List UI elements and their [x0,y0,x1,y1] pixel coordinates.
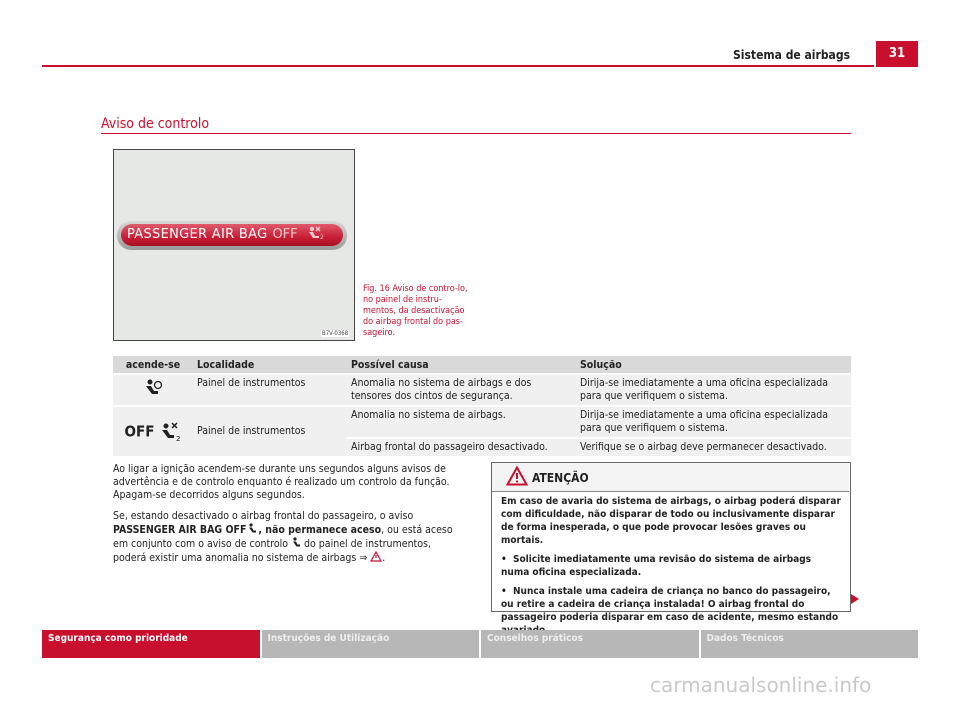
nav-tab-instrucoes[interactable]: Instruções de Utilização [262,630,480,658]
table-cell: Anomalia no sistema de airbags. [347,406,576,438]
table-cell: Dirija-se imediatamente a uma oficina especializada para que verifiquem o sistema. [576,374,851,406]
text: do painel de instrumentos, poderá existir uma anomalia no sistema de airbags ⇒ [113,538,431,564]
warning-title: ATENÇÃO [532,471,589,485]
svg-text:2: 2 [319,234,324,240]
header-rule [42,65,874,67]
text: , ou está aceso em conjunto com o aviso de controlo [113,524,453,550]
bullet-text: Nunca instale uma cadeira de criança no banco do passageiro, ou retire a cadeira de criança instalada! O airbag frontal do passageiro poderia disparar em caso de acidente, mesmo estando [501,586,839,623]
column-header: Localidade [193,356,347,374]
paragraph: Em caso de avaria do sistema de airbags, o airbag poderá disparar com dificuldade, não disparar de todo ou inclusivamente disparar de forma inesperada, o que pode provocar lesões graves ou mortais. [501,496,841,546]
figure-code: B7V-0368 [322,330,349,337]
page-number: 31 [876,41,918,67]
airbag-icon [291,537,301,548]
banner-text: PASSENGER AIR BAG [127,227,268,242]
banner-label [121,224,343,246]
column-header: Possível causa [347,356,576,374]
passenger-airbag-off-icon [113,406,193,456]
table-cell: Painel de instrumentos [193,406,347,456]
nav-tab-conselhos[interactable]: Conselhos práticos [481,630,699,658]
text: Se, estando desactivado o airbag frontal do passageiro, o aviso [113,510,414,522]
section-title: Aviso de controlo [101,116,210,132]
banner-off-text: OFF [272,227,298,242]
table-cell: Airbag frontal do passageiro desactivado. [347,438,576,456]
off-icon-text: OFF [124,422,155,440]
inline-warning-name: PASSENGER AIR BAG OFF [113,524,247,536]
paragraph: Se, estando desactivado o airbag frontal do passageiro, o aviso PASSENGER AIR BAG OFF , não permanece aceso, ou está aceso em conjunto com o aviso de controlo do painel de instrumentos, poderá existir uma anomalia no sistema de airbags ⇒ . [113,510,453,564]
chapter-nav [42,630,918,658]
table-row [113,374,851,406]
airbag-warning-icon [113,374,193,406]
seated-passenger-icon [304,226,324,240]
paragraph: Ao ligar a ignição acendem-se durante uns segundos alguns avisos de advertência e de controlo enquanto é realizado um controlo da função. Apagam-se decorridos alguns segundos. [113,463,450,501]
column-header: Solução [576,356,851,374]
warning-lights-table [113,356,851,456]
warning-triangle-icon [506,466,528,486]
chapter-title: Sistema de airbags [733,48,850,62]
figure-caption: Fig. 16 Aviso de contro-lo, no painel de instru-mentos, da desactivação do airbag frontal do pas-sageiro. [363,284,468,338]
watermark: carmanualsonline.info [650,673,872,697]
seated-passenger-icon [246,523,258,534]
nav-tab-seguranca[interactable]: Segurança como prioridade [42,630,260,658]
nav-tab-dados[interactable]: Dados Técnicos [701,630,919,658]
table-header-row [113,356,851,374]
list-item: • Solicite imediatamente uma revisão do sistema de airbags numa oficina especializada. [501,554,812,578]
table-cell: Anomalia no sistema de airbags e dos tensores dos cintos de segurança. [347,374,576,406]
body-text [113,463,463,573]
table-cell: Dirija-se imediatamente a uma oficina especializada para que verifiquem o sistema. [576,406,851,438]
warning-body [501,495,841,643]
table-cell: Painel de instrumentos [193,374,347,406]
svg-text:2: 2 [176,434,181,442]
table-cell: Verifique se o airbag deve permanecer desactivado. [576,438,851,456]
column-header: acende-se [113,356,193,374]
warning-triangle-icon[interactable] [370,551,382,562]
continue-arrow-icon [851,594,859,604]
bullet-text: Solicite imediatamente uma revisão do sistema de airbags numa oficina especializada. [501,554,812,578]
list-item: • Nunca instale uma cadeira de criança no banco do passageiro, ou retire a cadeira de criança instalada! O airbag frontal do passageiro poderia disparar em caso de acidente, mesmo estando [501,585,841,637]
section-rule [101,133,851,134]
emphasis: , não permanece aceso [258,524,382,536]
table-row [113,406,851,438]
